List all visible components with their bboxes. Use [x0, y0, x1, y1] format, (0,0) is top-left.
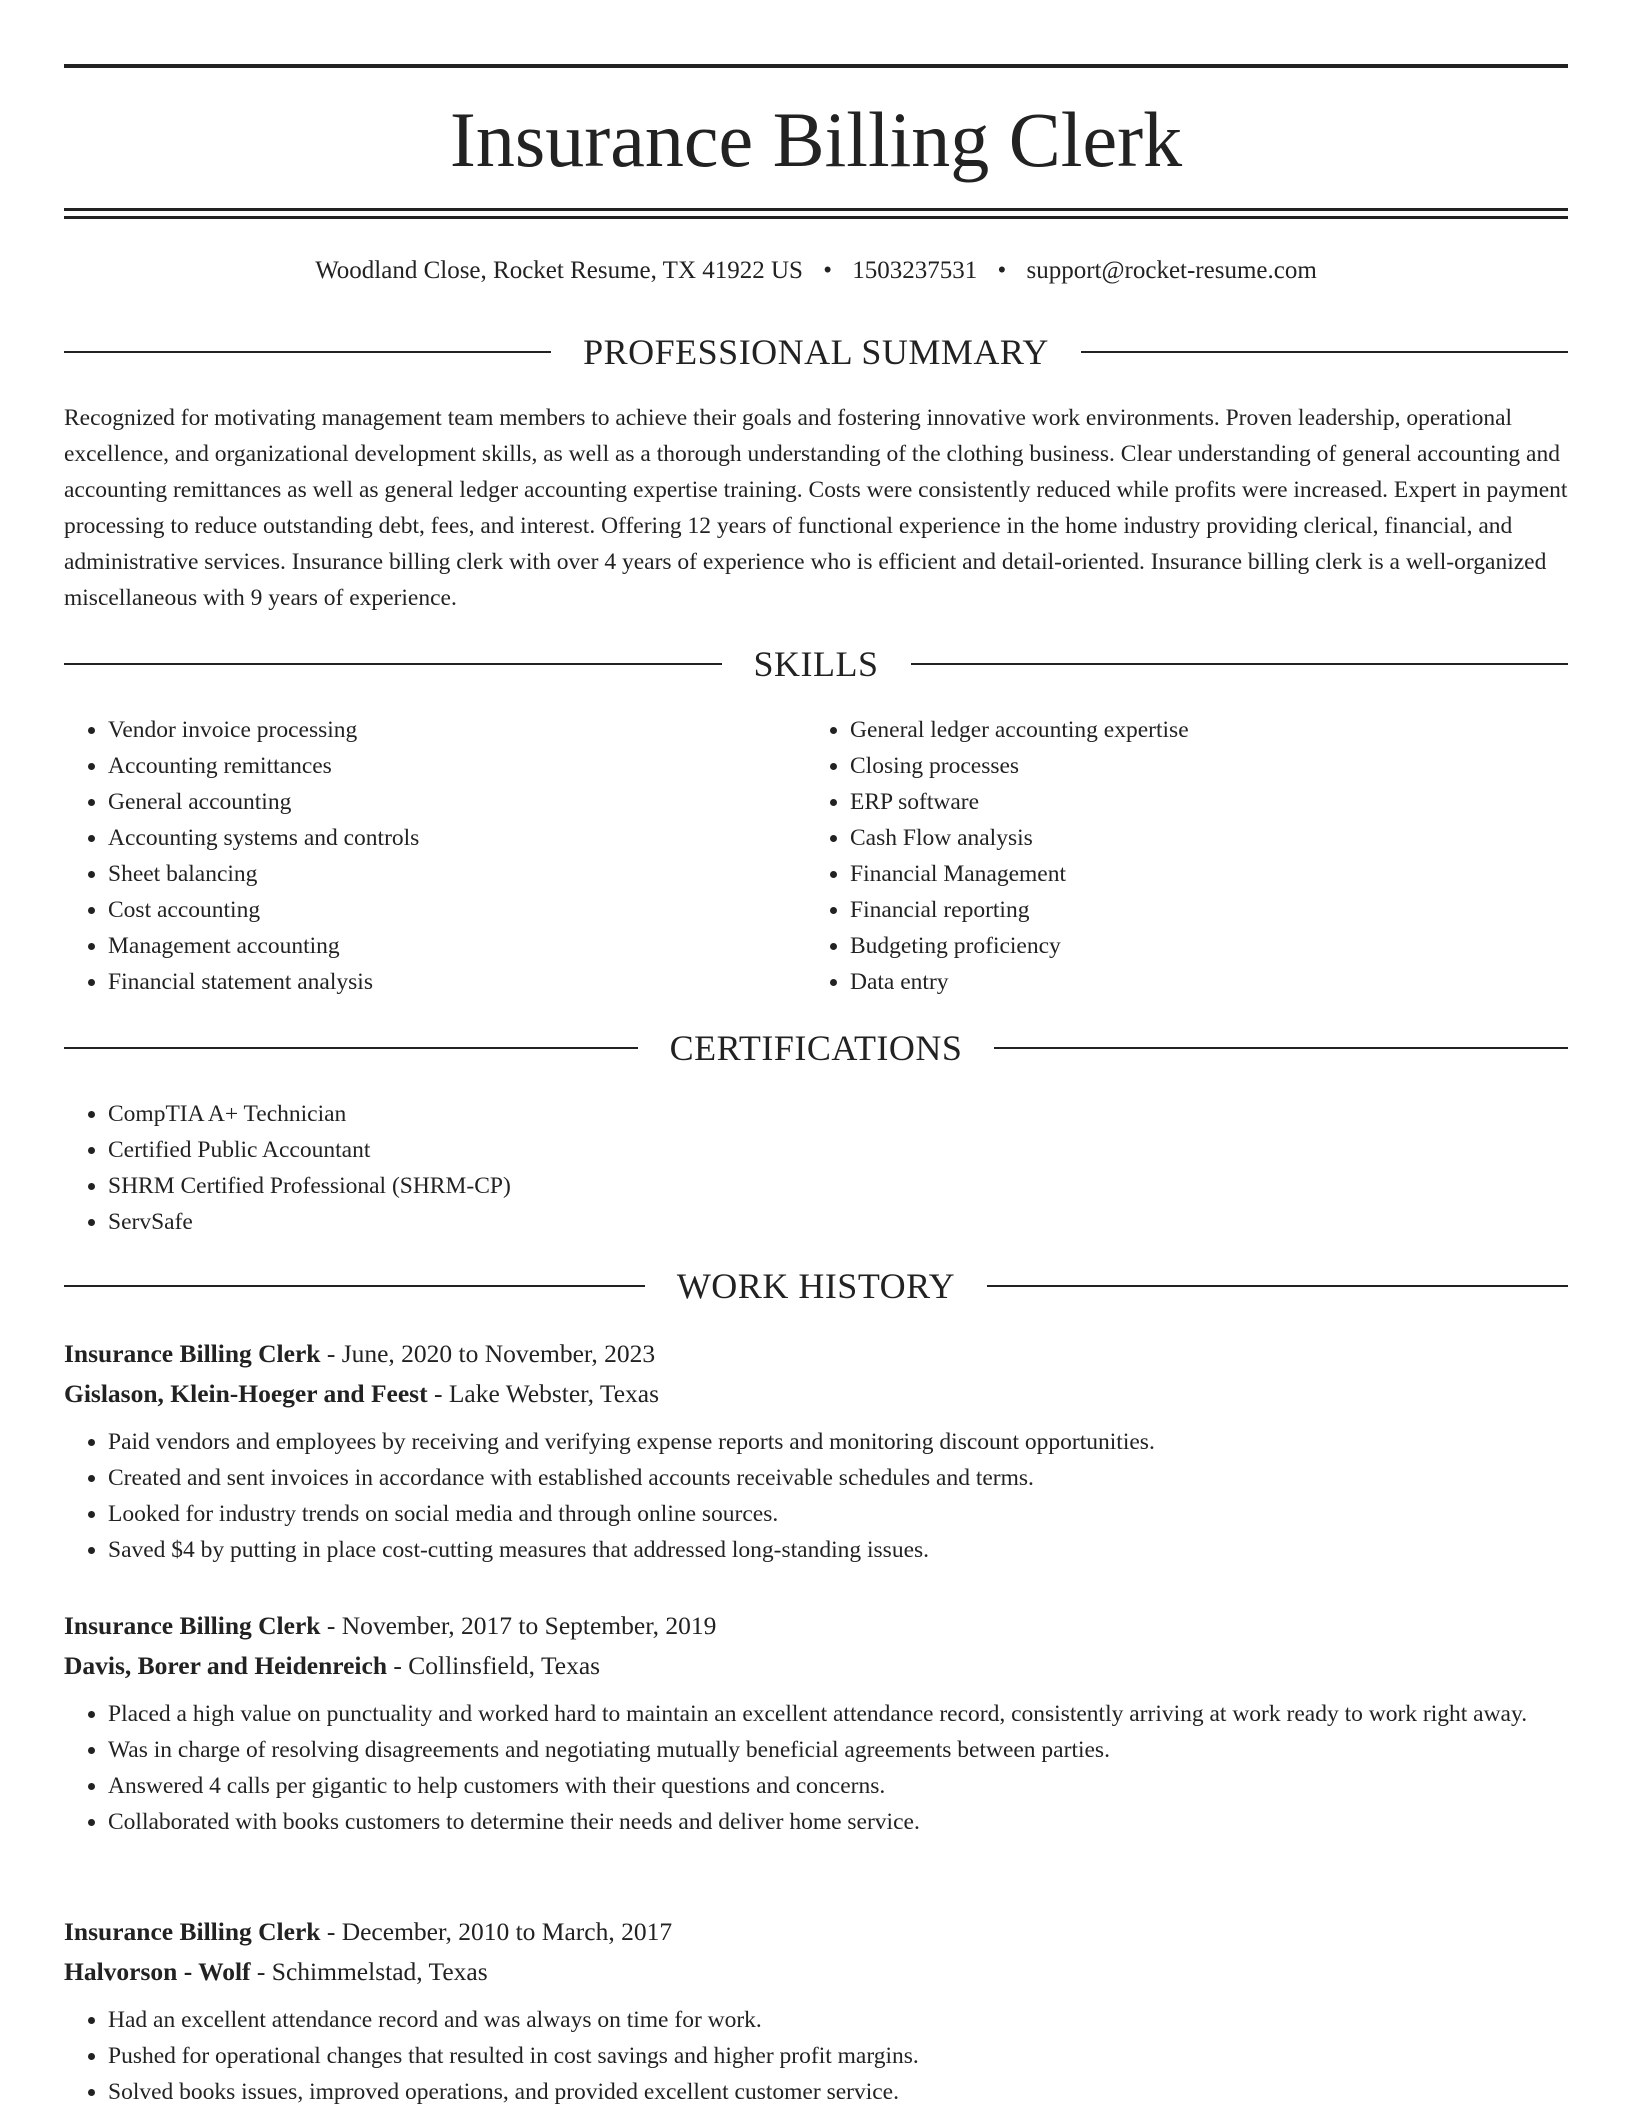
heading-rule [64, 663, 722, 665]
resume-title: Insurance Billing Clerk [449, 96, 1183, 183]
job-dates: - December, 2010 to March, 2017 [320, 1917, 673, 1946]
job-entry [64, 1606, 1568, 1840]
job-bullet: • Was in charge of resolving disagreements and negotiating mutually beneficial agreements between parties. [108, 1732, 1568, 1768]
section-title: CERTIFICATIONS [669, 1028, 963, 1068]
skill-item: • Accounting remittances [108, 748, 804, 784]
contact-phone: 1503237531 [852, 257, 978, 284]
job-company-line [64, 1646, 1568, 1686]
job-title-line [64, 1606, 1568, 1646]
certification-item: • Certified Public Accountant [108, 1132, 511, 1168]
contact-separator: • [823, 257, 832, 284]
heading-rule [1081, 351, 1568, 353]
job-bullet: • Collaborated with books customers to determine their needs and deliver home service. [108, 1804, 1568, 1840]
certification-item: • CompTIA A+ Technician [108, 1096, 511, 1132]
skill-item: • Budgeting proficiency [850, 928, 1566, 964]
section-heading-summary [64, 330, 1568, 374]
job-location: - Schimmelstad, Texas [250, 1957, 488, 1986]
summary-text: Recognized for motivating management team members to achieve their goals and fostering innovative work environments. Proven leadership, operational excellence, and organizational development skills, as well as a thorough understanding of the clothing business. Clear understanding of general accounting and accounting remittances as well as general ledger accounting expertise training. Costs were consistently reduced while profits were increased. Expert in payment processing to reduce outstanding debt, fees, and interest. Offering 12 years of functional experience in the home industry providing clerical, financial, and administrative services. Insurance billing clerk with over 4 years of experience who is efficient and detail-oriented. Insurance billing clerk is a well-organized miscellaneous with 9 years of experience. [64, 405, 1568, 611]
job-company: Davis, Borer and Heidenreich [64, 1651, 388, 1680]
heading-rule [987, 1285, 1568, 1287]
contact-address: Woodland Close, Rocket Resume, TX 41922 US [315, 257, 803, 284]
skill-item: • Vendor invoice processing [108, 712, 804, 748]
skill-item: • Cash Flow analysis [850, 820, 1566, 856]
section-title: PROFESSIONAL SUMMARY [583, 332, 1049, 372]
certification-item: • ServSafe [108, 1204, 511, 1240]
title-rule-lower [64, 216, 1568, 219]
job-location: - Collinsfield, Texas [387, 1651, 601, 1680]
section-title: WORK HISTORY [676, 1266, 956, 1306]
skill-item: • Financial Management [850, 856, 1566, 892]
heading-rule [64, 351, 551, 353]
job-company-line [64, 1374, 1568, 1414]
job-title: Insurance Billing Clerk [64, 1339, 321, 1368]
top-rule [64, 64, 1568, 68]
skills-list-right [806, 712, 1566, 1000]
skill-item: • Financial statement analysis [108, 964, 804, 1000]
skill-item: • Data entry [850, 964, 1566, 1000]
contact-separator: • [997, 257, 1007, 284]
certification-item: • SHRM Certified Professional (SHRM-CP) [108, 1168, 511, 1204]
section-heading-work-history [64, 1264, 1568, 1308]
skill-item: • Cost accounting [108, 892, 804, 928]
job-bullet: • Solved books issues, improved operations, and provided excellent customer service. [108, 2074, 1568, 2110]
skill-item: • Accounting systems and controls [108, 820, 804, 856]
contact-email: support@rocket-resume.com [1026, 257, 1317, 284]
skill-item: • Sheet balancing [108, 856, 804, 892]
job-bullet: • Answered 4 calls per gigantic to help customers with their questions and concerns. [108, 1768, 1568, 1804]
heading-rule [64, 1285, 645, 1287]
skill-item: • ERP software [850, 784, 1566, 820]
skill-item: • Financial reporting [850, 892, 1566, 928]
skills-list-left [64, 712, 804, 1000]
heading-rule [994, 1047, 1568, 1049]
job-company: Halvorson - Wolf [64, 1957, 251, 1986]
job-bullet: • Saved $4 by putting in place cost-cutting measures that addressed long-standing issues. [108, 1532, 1568, 1568]
job-location: - Lake Webster, Texas [427, 1379, 660, 1408]
job-bullet: • Created and sent invoices in accordance with established accounts receivable schedules and terms. [108, 1460, 1568, 1496]
job-entry [64, 1912, 1568, 2110]
section-heading-skills [64, 642, 1568, 686]
skill-item: • General accounting [108, 784, 804, 820]
job-title-line [64, 1912, 1568, 1952]
skill-item: • General ledger accounting expertise [850, 712, 1566, 748]
job-dates: - November, 2017 to September, 2019 [320, 1611, 717, 1640]
job-title: Insurance Billing Clerk [64, 1917, 321, 1946]
job-company-line [64, 1952, 1568, 1992]
certifications-list [64, 1096, 511, 1240]
job-company: Gislason, Klein-Hoeger and Feest [64, 1379, 428, 1408]
heading-rule [911, 663, 1569, 665]
job-bullet: • Placed a high value on punctuality and worked hard to maintain an excellent attendance record, consistently arriving at work ready to work right away. [108, 1696, 1568, 1732]
job-bullet: • Looked for industry trends on social media and through online sources. [108, 1496, 1568, 1532]
skill-item: • Management accounting [108, 928, 804, 964]
job-bullet: • Paid vendors and employees by receiving and verifying expense reports and monitoring discount opportunities. [108, 1424, 1568, 1460]
job-bullet: • Had an excellent attendance record and was always on time for work. [108, 2002, 1568, 2038]
title-rule-upper [64, 208, 1568, 211]
heading-rule [64, 1047, 638, 1049]
job-entry [64, 1334, 1568, 1568]
job-bullet: • Pushed for operational changes that resulted in cost savings and higher profit margins. [108, 2038, 1568, 2074]
section-title: SKILLS [753, 644, 879, 684]
section-heading-certifications [64, 1026, 1568, 1070]
contact-line [64, 254, 1568, 288]
job-title: Insurance Billing Clerk [64, 1611, 321, 1640]
job-title-line [64, 1334, 1568, 1374]
job-dates: - June, 2020 to November, 2023 [320, 1339, 656, 1368]
skill-item: • Closing processes [850, 748, 1566, 784]
